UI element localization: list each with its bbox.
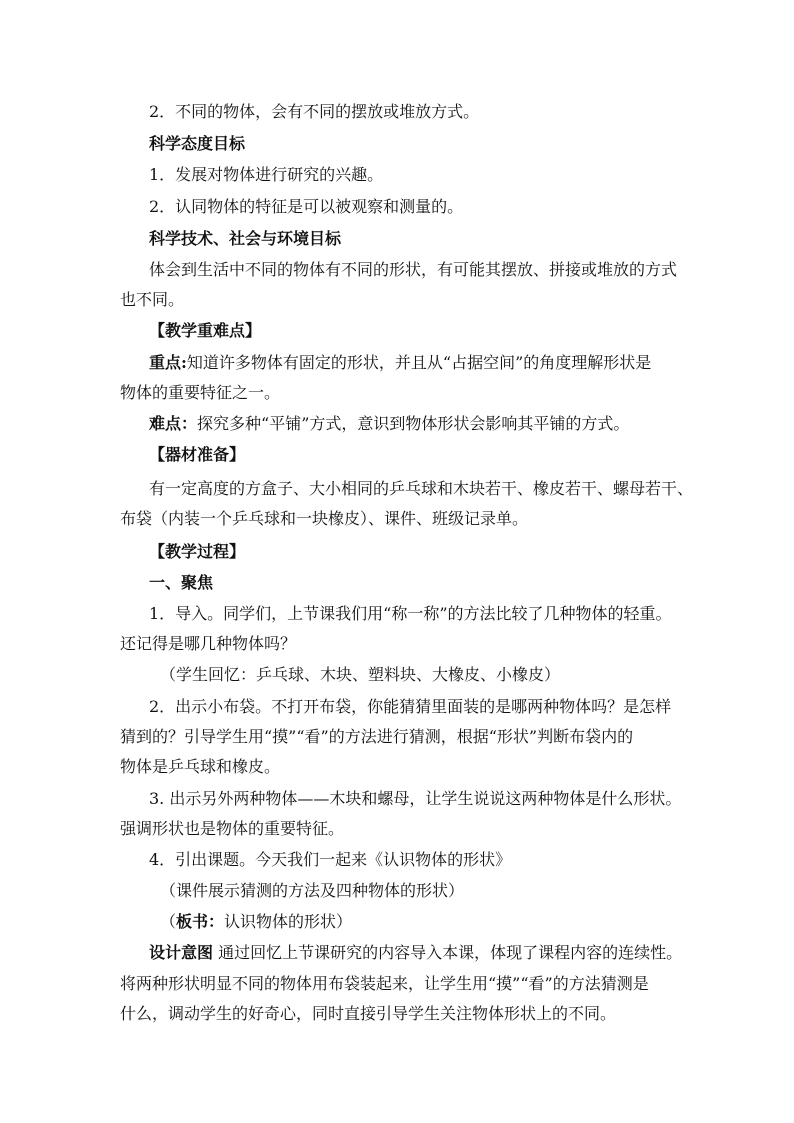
key-point-line-2: 物体的重要特征之一。 bbox=[120, 383, 281, 402]
heading-science-attitude-goals: 科学态度目标 bbox=[149, 134, 246, 153]
section-focus-heading: 一、聚焦 bbox=[149, 573, 214, 592]
process-step-2-line-1: 2．出示小布袋。不打开布袋，你能猜猜里面装的是哪两种物体吗？是怎样 bbox=[149, 697, 672, 716]
heading-stse-goals: 科学技术、社会与环境目标 bbox=[149, 229, 342, 248]
key-point-text: 知道许多物体有固定的形状，并且从“占据空间”的角度理解形状是 bbox=[186, 353, 652, 372]
knowledge-goal-item-2: 2．不同的物体，会有不同的摆放或堆放方式。 bbox=[149, 102, 480, 121]
design-intent-text: 通过回忆上节课研究的内容导入本课，体现了课程内容的连续性。 bbox=[218, 943, 683, 962]
process-step-4-line-1: 4．引出课题。今天我们一起来《认识物体的形状》 bbox=[149, 850, 512, 869]
heading-teaching-process: 【教学过程】 bbox=[149, 542, 246, 561]
process-step-2-line-3: 物体是乒乓球和橡皮。 bbox=[120, 757, 281, 776]
heading-materials: 【器材准备】 bbox=[149, 445, 246, 464]
process-step-1-line-2: 还记得是哪几种物体吗？ bbox=[120, 634, 297, 653]
materials-line-1: 有一定高度的方盒子、大小相同的乒乓球和木块若干、橡皮若干、螺母若干、 bbox=[149, 479, 694, 498]
key-point-line-1 bbox=[149, 352, 794, 374]
stse-paragraph-line-1: 体会到生活中不同的物体有不同的形状，有可能其摆放、拼接或堆放的方式 bbox=[149, 260, 678, 279]
courseware-note: （课件展示猜测的方法及四种物体的形状） bbox=[160, 881, 465, 900]
stse-paragraph-line-2: 也不同。 bbox=[120, 290, 185, 309]
design-intent-line-1 bbox=[149, 942, 794, 964]
difficult-point-line bbox=[149, 413, 794, 435]
difficult-point-text: 探究多种“平铺”方式，意识到物体形状会影响其平铺的方式。 bbox=[197, 414, 630, 433]
blackboard-label: 板书： bbox=[176, 912, 225, 931]
process-step-3-line-2: 强调形状也是物体的重要特征。 bbox=[120, 819, 345, 838]
design-intent-line-2: 将两种形状明显不同的物体用布袋装起来，让学生用“摸”“看”的方法猜测是 bbox=[120, 974, 649, 993]
attitude-goal-item-1: 1．发展对物体进行研究的兴趣。 bbox=[149, 165, 384, 184]
heading-key-difficult-points: 【教学重难点】 bbox=[149, 321, 262, 340]
process-step-2-line-2: 猜到的？引导学生用“摸”“看”的方法进行猜测，根据“形状”判断布袋内的 bbox=[120, 727, 634, 746]
design-intent-line-3: 什么，调动学生的好奇心，同时直接引导学生关注物体形状上的不同。 bbox=[120, 1004, 617, 1023]
design-intent-label: 设计意图 bbox=[149, 943, 214, 962]
blackboard-note bbox=[160, 911, 794, 933]
process-step-1-line-1: 1．导入。同学们，上节课我们用“称一称”的方法比较了几种物体的轻重。 bbox=[149, 604, 672, 623]
process-step-3-line-1: 3. 出示另外两种物体——木块和螺母，让学生说说这两种物体是什么形状。 bbox=[149, 789, 682, 808]
key-point-label: 重点: bbox=[149, 353, 187, 372]
difficult-point-label: 难点： bbox=[149, 414, 198, 433]
materials-line-2: 布袋（内装一个乒乓球和一块橡皮）、课件、班级记录单。 bbox=[120, 509, 529, 528]
student-recall-answer: （学生回忆：乒乓球、木块、塑料块、大橡皮、小橡皮） bbox=[160, 665, 561, 684]
blackboard-open-paren: （ bbox=[160, 912, 177, 931]
blackboard-text: 认识物体的形状） bbox=[224, 912, 353, 931]
attitude-goal-item-2: 2．认同物体的特征是可以被观察和测量的。 bbox=[149, 197, 464, 216]
